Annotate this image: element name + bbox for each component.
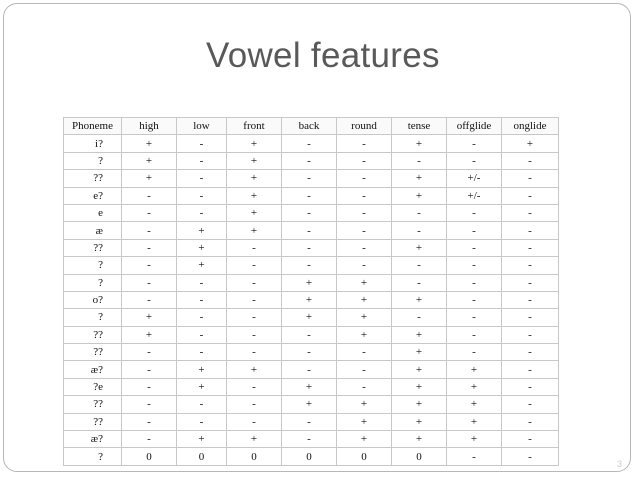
feature-cell-tense: + <box>392 326 447 343</box>
feature-cell-round: + <box>337 326 392 343</box>
feature-cell-tense: - <box>392 204 447 221</box>
feature-cell-back: + <box>282 291 337 308</box>
feature-cell-high: + <box>122 170 177 187</box>
column-header-back: back <box>282 118 337 135</box>
feature-cell-offglide: - <box>447 274 502 291</box>
phoneme-cell: e <box>64 204 122 221</box>
feature-cell-high: - <box>122 361 177 378</box>
table-row <box>64 361 559 378</box>
feature-cell-front: + <box>227 170 282 187</box>
feature-cell-round: - <box>337 257 392 274</box>
feature-cell-round: - <box>337 378 392 395</box>
phoneme-cell: ? <box>64 257 122 274</box>
phoneme-cell: ?? <box>64 239 122 256</box>
table-row <box>64 170 559 187</box>
feature-cell-back: 0 <box>282 448 337 465</box>
phoneme-cell: ?? <box>64 396 122 413</box>
feature-cell-tense: 0 <box>392 448 447 465</box>
feature-cell-tense: + <box>392 344 447 361</box>
column-header-tense: tense <box>392 118 447 135</box>
table-row <box>64 396 559 413</box>
feature-cell-tense: - <box>392 152 447 169</box>
feature-cell-front: + <box>227 222 282 239</box>
table-row <box>64 431 559 448</box>
column-header-onglide: onglide <box>502 118 559 135</box>
phoneme-cell: æ? <box>64 431 122 448</box>
feature-cell-tense: - <box>392 274 447 291</box>
feature-cell-back: - <box>282 170 337 187</box>
feature-cell-front: + <box>227 361 282 378</box>
feature-cell-low: - <box>177 135 227 152</box>
feature-cell-front: - <box>227 239 282 256</box>
column-header-offglide: offglide <box>447 118 502 135</box>
feature-cell-high: + <box>122 135 177 152</box>
feature-cell-back: - <box>282 344 337 361</box>
feature-cell-tense: + <box>392 239 447 256</box>
feature-cell-onglide: - <box>502 431 559 448</box>
feature-cell-low: - <box>177 152 227 169</box>
vowel-features-table <box>63 117 559 466</box>
feature-cell-low: 0 <box>177 448 227 465</box>
table-row <box>64 257 559 274</box>
feature-cell-onglide: - <box>502 448 559 465</box>
feature-cell-front: - <box>227 309 282 326</box>
feature-cell-low: - <box>177 204 227 221</box>
feature-cell-low: + <box>177 378 227 395</box>
feature-cell-tense: + <box>392 361 447 378</box>
table-row <box>64 239 559 256</box>
feature-cell-tense: + <box>392 378 447 395</box>
feature-cell-round: - <box>337 187 392 204</box>
phoneme-cell: ? <box>64 274 122 291</box>
column-header-front: front <box>227 118 282 135</box>
column-header-low: low <box>177 118 227 135</box>
feature-cell-front: + <box>227 187 282 204</box>
phoneme-cell: o? <box>64 291 122 308</box>
phoneme-cell: i? <box>64 135 122 152</box>
column-header-high: high <box>122 118 177 135</box>
feature-cell-offglide: - <box>447 448 502 465</box>
phoneme-cell: æ? <box>64 361 122 378</box>
feature-cell-back: - <box>282 239 337 256</box>
table-row <box>64 413 559 430</box>
feature-cell-offglide: + <box>447 431 502 448</box>
table-row <box>64 326 559 343</box>
feature-cell-tense: - <box>392 309 447 326</box>
feature-cell-onglide: - <box>502 187 559 204</box>
feature-cell-offglide: - <box>447 222 502 239</box>
feature-cell-round: - <box>337 239 392 256</box>
feature-cell-round: - <box>337 344 392 361</box>
feature-cell-low: - <box>177 274 227 291</box>
feature-cell-front: + <box>227 431 282 448</box>
feature-cell-onglide: - <box>502 413 559 430</box>
table-row <box>64 222 559 239</box>
feature-cell-low: - <box>177 413 227 430</box>
feature-cell-low: - <box>177 326 227 343</box>
feature-cell-back: - <box>282 152 337 169</box>
feature-cell-front: + <box>227 152 282 169</box>
feature-cell-front: - <box>227 326 282 343</box>
phoneme-cell: ? <box>64 309 122 326</box>
feature-cell-front: - <box>227 413 282 430</box>
feature-cell-high: - <box>122 396 177 413</box>
feature-cell-round: + <box>337 274 392 291</box>
feature-cell-offglide: + <box>447 378 502 395</box>
column-header-phoneme: Phoneme <box>64 118 122 135</box>
feature-cell-low: + <box>177 431 227 448</box>
feature-cell-front: - <box>227 274 282 291</box>
feature-cell-offglide: - <box>447 344 502 361</box>
feature-cell-round: - <box>337 135 392 152</box>
feature-cell-offglide: +/- <box>447 170 502 187</box>
table-row <box>64 152 559 169</box>
feature-cell-high: 0 <box>122 448 177 465</box>
feature-cell-tense: + <box>392 431 447 448</box>
feature-cell-high: + <box>122 326 177 343</box>
feature-cell-onglide: - <box>502 222 559 239</box>
table-row <box>64 204 559 221</box>
feature-cell-round: + <box>337 396 392 413</box>
feature-cell-high: - <box>122 431 177 448</box>
table-row <box>64 135 559 152</box>
table-row <box>64 448 559 465</box>
feature-cell-high: - <box>122 204 177 221</box>
feature-cell-offglide: + <box>447 396 502 413</box>
feature-cell-back: + <box>282 274 337 291</box>
feature-cell-round: - <box>337 361 392 378</box>
feature-cell-round: - <box>337 222 392 239</box>
table-row <box>64 378 559 395</box>
feature-cell-round: + <box>337 291 392 308</box>
phoneme-cell: ?e <box>64 378 122 395</box>
phoneme-cell: ? <box>64 448 122 465</box>
feature-cell-onglide: - <box>502 170 559 187</box>
feature-cell-round: + <box>337 431 392 448</box>
feature-cell-round: - <box>337 204 392 221</box>
feature-cell-onglide: - <box>502 239 559 256</box>
feature-cell-low: + <box>177 257 227 274</box>
feature-cell-low: - <box>177 291 227 308</box>
phoneme-cell: ?? <box>64 170 122 187</box>
feature-cell-back: + <box>282 396 337 413</box>
phoneme-cell: æ <box>64 222 122 239</box>
feature-cell-onglide: + <box>502 135 559 152</box>
feature-cell-back: - <box>282 361 337 378</box>
feature-cell-low: - <box>177 309 227 326</box>
feature-cell-offglide: - <box>447 326 502 343</box>
table-body <box>64 135 559 465</box>
feature-cell-onglide: - <box>502 378 559 395</box>
feature-cell-high: - <box>122 222 177 239</box>
feature-cell-high: - <box>122 344 177 361</box>
feature-cell-high: - <box>122 239 177 256</box>
feature-cell-high: - <box>122 274 177 291</box>
feature-cell-low: + <box>177 239 227 256</box>
table-row <box>64 187 559 204</box>
table-row <box>64 274 559 291</box>
feature-cell-back: - <box>282 257 337 274</box>
feature-cell-onglide: - <box>502 361 559 378</box>
table-row <box>64 291 559 308</box>
feature-cell-front: - <box>227 291 282 308</box>
feature-cell-front: - <box>227 344 282 361</box>
feature-cell-round: - <box>337 152 392 169</box>
feature-cell-offglide: + <box>447 361 502 378</box>
feature-cell-onglide: - <box>502 152 559 169</box>
feature-cell-low: + <box>177 222 227 239</box>
feature-cell-offglide: + <box>447 413 502 430</box>
slide-number: 3 <box>617 459 623 469</box>
feature-cell-round: 0 <box>337 448 392 465</box>
phoneme-cell: e? <box>64 187 122 204</box>
feature-cell-onglide: - <box>502 291 559 308</box>
feature-cell-high: - <box>122 187 177 204</box>
slide-title: Vowel features <box>206 36 440 75</box>
table-row <box>64 344 559 361</box>
feature-cell-onglide: - <box>502 326 559 343</box>
feature-cell-tense: + <box>392 396 447 413</box>
feature-cell-onglide: - <box>502 396 559 413</box>
feature-cell-round: - <box>337 170 392 187</box>
phoneme-cell: ?? <box>64 413 122 430</box>
column-header-round: round <box>337 118 392 135</box>
feature-cell-onglide: - <box>502 257 559 274</box>
feature-cell-front: - <box>227 257 282 274</box>
feature-cell-offglide: - <box>447 135 502 152</box>
feature-cell-tense: + <box>392 291 447 308</box>
feature-cell-onglide: - <box>502 344 559 361</box>
feature-cell-round: + <box>337 413 392 430</box>
table-header-row <box>64 118 559 135</box>
feature-cell-high: + <box>122 152 177 169</box>
feature-cell-back: - <box>282 326 337 343</box>
feature-cell-high: - <box>122 257 177 274</box>
phoneme-cell: ?? <box>64 326 122 343</box>
feature-cell-offglide: - <box>447 152 502 169</box>
feature-cell-tense: - <box>392 257 447 274</box>
feature-cell-offglide: - <box>447 309 502 326</box>
feature-cell-back: - <box>282 413 337 430</box>
feature-cell-back: + <box>282 309 337 326</box>
feature-cell-high: - <box>122 378 177 395</box>
feature-cell-low: - <box>177 187 227 204</box>
feature-cell-tense: + <box>392 413 447 430</box>
feature-cell-front: + <box>227 204 282 221</box>
feature-cell-front: + <box>227 135 282 152</box>
feature-cell-onglide: - <box>502 309 559 326</box>
feature-cell-back: - <box>282 204 337 221</box>
feature-cell-tense: + <box>392 135 447 152</box>
phoneme-cell: ? <box>64 152 122 169</box>
feature-cell-high: + <box>122 309 177 326</box>
feature-cell-back: - <box>282 431 337 448</box>
feature-cell-back: - <box>282 187 337 204</box>
feature-cell-round: + <box>337 309 392 326</box>
phoneme-cell: ?? <box>64 344 122 361</box>
feature-cell-back: - <box>282 222 337 239</box>
feature-cell-offglide: - <box>447 257 502 274</box>
feature-cell-offglide: - <box>447 204 502 221</box>
feature-cell-low: + <box>177 361 227 378</box>
feature-cell-tense: + <box>392 187 447 204</box>
feature-cell-high: - <box>122 291 177 308</box>
feature-cell-offglide: +/- <box>447 187 502 204</box>
feature-cell-low: - <box>177 396 227 413</box>
feature-cell-tense: - <box>392 222 447 239</box>
feature-cell-offglide: - <box>447 239 502 256</box>
feature-cell-back: - <box>282 135 337 152</box>
feature-cell-front: - <box>227 396 282 413</box>
table-row <box>64 309 559 326</box>
feature-cell-low: - <box>177 170 227 187</box>
feature-cell-offglide: - <box>447 291 502 308</box>
feature-cell-low: - <box>177 344 227 361</box>
feature-cell-front: 0 <box>227 448 282 465</box>
feature-cell-tense: + <box>392 170 447 187</box>
feature-cell-front: - <box>227 378 282 395</box>
feature-cell-onglide: - <box>502 274 559 291</box>
feature-cell-back: + <box>282 378 337 395</box>
feature-cell-onglide: - <box>502 204 559 221</box>
feature-cell-high: - <box>122 413 177 430</box>
